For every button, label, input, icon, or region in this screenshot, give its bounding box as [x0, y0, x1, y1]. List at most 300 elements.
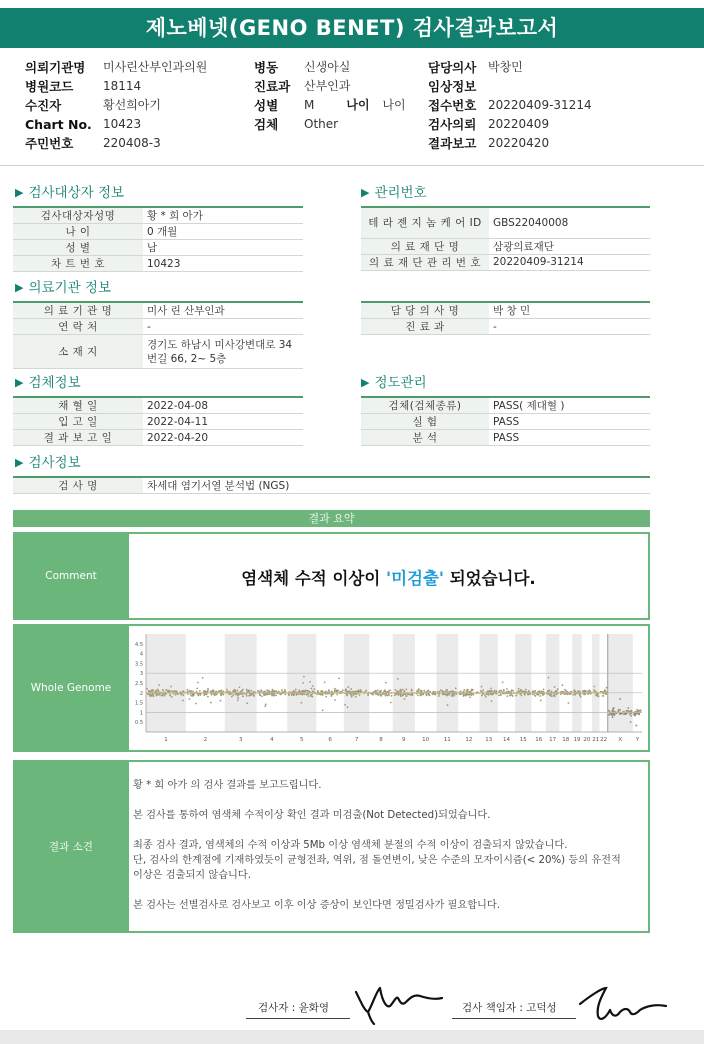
data-point	[232, 691, 234, 693]
header-key: 결과보고	[428, 136, 477, 151]
data-point	[196, 691, 198, 693]
data-point	[232, 694, 234, 696]
data-point	[377, 690, 379, 692]
comment-highlight: '미검출'	[386, 569, 444, 588]
data-point	[506, 688, 508, 690]
data-point	[207, 696, 209, 698]
data-point	[463, 689, 465, 691]
header-value: 황선희아기	[103, 98, 161, 112]
data-point	[182, 700, 184, 702]
data-point	[222, 694, 224, 696]
chromosome-band	[287, 634, 316, 732]
data-point	[540, 700, 542, 702]
data-point	[570, 691, 572, 693]
data-point	[248, 695, 250, 697]
data-point	[231, 696, 233, 698]
x-tick-label: 15	[519, 737, 527, 743]
header-value: 신생아실	[304, 60, 351, 74]
data-point	[220, 700, 222, 702]
data-point	[223, 691, 225, 693]
data-point	[258, 690, 260, 692]
data-point	[171, 696, 173, 698]
header-row	[428, 77, 592, 96]
data-point	[614, 714, 616, 716]
test-info-table	[13, 476, 650, 494]
header-key: 의뢰기관명	[25, 60, 86, 75]
data-point	[375, 690, 377, 692]
chromosome-band	[546, 634, 559, 732]
data-point	[324, 681, 326, 683]
x-tick-label: X	[618, 737, 623, 743]
data-point	[146, 688, 148, 690]
y-tick-label: 2	[139, 690, 143, 697]
data-point	[579, 694, 581, 696]
header-col-1	[25, 58, 207, 153]
row-value: PASS	[489, 414, 650, 430]
whole-genome-label: Whole Genome	[30, 682, 112, 694]
data-point	[427, 689, 429, 691]
data-point	[391, 695, 393, 697]
data-point	[291, 694, 293, 696]
chromosome-band	[572, 634, 581, 732]
header-key: 병동	[254, 60, 279, 75]
data-point	[390, 702, 392, 704]
data-point	[594, 686, 596, 688]
table-row	[13, 335, 303, 369]
data-point	[199, 690, 201, 692]
x-tick-label: 16	[535, 737, 543, 743]
subject-info-table	[13, 206, 303, 272]
header-key-age: 나이	[346, 98, 370, 112]
data-point	[397, 678, 399, 680]
data-point	[472, 689, 474, 691]
data-point	[181, 694, 183, 696]
data-point	[176, 690, 178, 692]
row-value: 황 * 희 아가	[143, 207, 303, 224]
data-point	[485, 696, 487, 698]
y-tick-label: 2.5	[135, 681, 143, 687]
table-row	[361, 414, 650, 430]
data-point	[355, 691, 357, 693]
data-point	[484, 694, 486, 696]
y-tick-label: 0.5	[135, 720, 143, 727]
header-value: Other	[304, 117, 339, 131]
data-point	[417, 695, 419, 697]
data-point	[618, 710, 620, 712]
row-value: 남	[143, 240, 303, 256]
x-tick-label: 6	[328, 737, 332, 743]
data-point	[426, 694, 428, 696]
data-point	[608, 714, 610, 716]
examiner-signature	[350, 980, 450, 1026]
data-point	[495, 690, 497, 692]
data-point	[261, 690, 263, 692]
data-point	[402, 689, 404, 691]
address-line-2: 번길 66, 2~ 5층	[147, 352, 227, 365]
data-point	[152, 694, 154, 696]
chromosome-band	[146, 634, 186, 732]
data-point	[595, 694, 597, 696]
data-point	[399, 689, 401, 691]
data-point	[173, 690, 175, 692]
section-title-text: 관리번호	[374, 185, 427, 201]
data-point	[163, 695, 165, 697]
row-label: 결 과 보 고 일	[13, 430, 143, 446]
data-point	[560, 693, 562, 695]
data-point	[310, 694, 312, 696]
data-point	[158, 684, 160, 686]
data-point	[249, 690, 251, 692]
header-row	[25, 96, 207, 115]
data-point	[500, 690, 502, 692]
x-tick-label: 13	[485, 737, 493, 743]
data-point	[157, 689, 159, 691]
data-point	[151, 690, 153, 692]
section-title-qc	[361, 374, 427, 392]
row-value: -	[143, 319, 303, 335]
data-point	[462, 693, 464, 695]
finding-line: 최종 검사 결과, 염색체의 수적 이상과 5Mb 이상 염색체 분절의 수적 이상이 검출되지 않았습니다.	[133, 840, 568, 851]
data-point	[351, 696, 353, 698]
row-value: 삼광의료재단	[489, 238, 650, 254]
data-point	[524, 694, 526, 696]
data-point	[284, 694, 286, 696]
data-point	[195, 703, 197, 705]
data-point	[313, 688, 315, 690]
data-point	[521, 695, 523, 697]
row-value: GBS22040008	[489, 207, 650, 238]
chromosome-band	[592, 634, 600, 732]
data-point	[322, 694, 324, 696]
table-row	[361, 254, 650, 270]
data-point	[606, 687, 608, 689]
address-line-1: 경기도 하남시 미사강변대로 34	[147, 338, 293, 351]
data-point	[535, 695, 537, 697]
data-point	[192, 695, 194, 697]
data-point	[630, 715, 632, 717]
table-row	[361, 397, 650, 414]
data-point	[336, 694, 338, 696]
data-point	[500, 694, 502, 696]
data-point	[213, 690, 215, 692]
data-point	[400, 695, 402, 697]
data-point	[534, 690, 536, 692]
data-point	[246, 690, 248, 692]
data-point	[344, 704, 346, 706]
x-tick-label: 3	[238, 737, 243, 743]
data-point	[148, 690, 150, 692]
data-point	[597, 695, 599, 697]
row-value: 20220409-31214	[489, 254, 650, 270]
data-point	[218, 690, 220, 692]
table-row	[13, 319, 303, 335]
header-col-2	[254, 58, 406, 134]
data-point	[573, 694, 575, 696]
table-row	[361, 207, 650, 238]
data-point	[451, 695, 453, 697]
row-value: -	[489, 319, 650, 335]
data-point	[170, 686, 172, 688]
data-point	[203, 694, 205, 696]
data-point	[446, 689, 448, 691]
data-point	[207, 689, 209, 691]
data-point	[189, 698, 191, 700]
header-key: 검사의뢰	[428, 117, 477, 132]
header-row	[428, 134, 592, 153]
data-point	[239, 686, 241, 688]
data-point	[440, 689, 442, 691]
row-label: 분 석	[361, 430, 489, 446]
data-point	[472, 693, 474, 695]
row-label: 입 고 일	[13, 414, 143, 430]
responsible-label: 검사 책임자 : 고덕성	[462, 1002, 557, 1014]
data-point	[528, 690, 530, 692]
data-point	[447, 704, 449, 706]
row-label: 채 혈 일	[13, 397, 143, 414]
table-row	[13, 397, 303, 414]
header-row	[25, 77, 207, 96]
data-point	[266, 689, 268, 691]
x-tick-label: 12	[465, 737, 473, 743]
data-point	[281, 689, 283, 691]
data-point	[463, 695, 465, 697]
data-point	[395, 689, 397, 691]
data-point	[350, 693, 352, 695]
row-value: 2022-04-11	[143, 414, 303, 430]
data-point	[273, 693, 275, 695]
data-point	[251, 693, 253, 695]
data-point	[550, 690, 552, 692]
data-point	[499, 690, 501, 692]
x-tick-label: 20	[583, 737, 591, 743]
data-point	[303, 693, 305, 695]
triangle-bullet-icon: ▶	[361, 186, 370, 199]
data-point	[524, 690, 526, 692]
data-point	[162, 689, 164, 691]
data-point	[168, 690, 170, 692]
chromosome-band	[515, 634, 531, 732]
chromosome-band	[393, 634, 415, 732]
data-point	[147, 693, 149, 695]
row-label: 담 당 의 사 명	[361, 302, 489, 319]
data-point	[562, 684, 564, 686]
row-value: 차세대 염기서열 분석법 (NGS)	[143, 477, 650, 494]
x-tick-label: 5	[300, 737, 304, 743]
data-point	[612, 710, 614, 712]
whole-genome-block	[13, 624, 650, 752]
data-point	[300, 702, 302, 704]
data-point	[466, 689, 468, 691]
header-value: 산부인과	[304, 79, 351, 93]
header-value: 20220409-31214	[488, 98, 592, 112]
chromosome-band	[225, 634, 257, 732]
data-point	[322, 709, 324, 711]
data-point	[470, 691, 472, 693]
data-point	[278, 691, 280, 693]
data-point	[360, 689, 362, 691]
header-row	[254, 96, 406, 115]
header-value: 220408-3	[103, 136, 161, 150]
data-point	[359, 694, 361, 696]
header-key: Chart No.	[25, 117, 92, 132]
data-point	[334, 688, 336, 690]
chromosome-band	[608, 634, 633, 732]
data-point	[503, 689, 505, 691]
data-point	[466, 694, 468, 696]
y-tick-label: 1	[139, 710, 143, 717]
data-point	[627, 710, 629, 712]
data-point	[579, 691, 581, 693]
data-point	[532, 693, 534, 695]
data-point	[235, 690, 237, 692]
row-label: 소 재 지	[13, 335, 143, 369]
row-label: 검사대상자성명	[13, 207, 143, 224]
data-point	[236, 689, 238, 691]
data-point	[384, 689, 386, 691]
data-point	[284, 690, 286, 692]
finding-line: 단, 검사의 한계점에 기재하였듯이 균형전좌, 역위, 점 돌연변이, 낮은 수준의 모자이시즘(< 20%) 등의 유전적	[133, 855, 621, 866]
y-tick-label: 1.5	[135, 700, 143, 707]
data-point	[300, 693, 302, 695]
data-point	[502, 681, 504, 683]
row-label: 검 사 명	[13, 477, 143, 494]
row-value: 0 개월	[143, 224, 303, 240]
row-value	[143, 335, 303, 369]
section-title-text: 검사대상자 정보	[28, 185, 125, 201]
data-point	[149, 694, 151, 696]
row-label: 진 료 과	[361, 319, 489, 335]
data-point	[460, 690, 462, 692]
data-point	[365, 690, 367, 692]
header-key: 검체	[254, 117, 279, 132]
data-point	[347, 686, 349, 688]
data-point	[215, 694, 217, 696]
row-value: PASS( 제대혈 )	[489, 397, 650, 414]
row-label: 나 이	[13, 224, 143, 240]
data-point	[310, 688, 312, 690]
data-point	[197, 682, 199, 684]
header-key: 담당의사	[428, 60, 477, 75]
data-point	[389, 689, 391, 691]
data-point	[635, 725, 637, 727]
finding-line: 황 * 희 아가 의 검사 결과를 보고드립니다.	[133, 780, 322, 791]
data-point	[543, 693, 545, 695]
chromosome-band	[344, 634, 370, 732]
header-key: 진료과	[254, 79, 291, 94]
data-point	[309, 681, 311, 683]
comment-text-post: 되었습니다.	[443, 569, 536, 588]
data-point	[238, 694, 240, 696]
data-point	[494, 690, 496, 692]
header-value-age: 나이	[382, 98, 406, 112]
header-value: 미사린산부인과의원	[103, 60, 208, 74]
comment-content	[129, 534, 648, 618]
table-row	[13, 256, 303, 272]
chromosome-band	[480, 634, 498, 732]
data-point	[619, 698, 621, 700]
header-value: 18114	[103, 79, 142, 93]
data-point	[175, 694, 177, 696]
header-row	[428, 96, 592, 115]
x-tick-label: 19	[573, 737, 581, 743]
table-row	[13, 224, 303, 240]
data-point	[405, 688, 407, 690]
data-point	[334, 699, 336, 701]
data-point	[331, 695, 333, 697]
triangle-bullet-icon: ▶	[15, 376, 24, 389]
data-point	[397, 691, 399, 693]
data-point	[627, 707, 629, 709]
qc-info-table	[361, 396, 650, 446]
data-point	[171, 690, 173, 692]
data-point	[350, 688, 352, 690]
x-tick-label: 7	[354, 737, 359, 743]
x-tick-label: 9	[402, 737, 406, 743]
data-point	[210, 702, 212, 704]
data-point	[246, 695, 248, 697]
header-value: 박창민	[488, 60, 523, 74]
data-point	[160, 695, 162, 697]
data-point	[272, 689, 274, 691]
data-point	[518, 688, 520, 690]
data-point	[190, 695, 192, 697]
table-row	[13, 240, 303, 256]
x-tick-label: 11	[443, 737, 451, 743]
section-title-text: 검체정보	[28, 375, 81, 391]
data-point	[411, 693, 413, 695]
table-row	[13, 207, 303, 224]
management-info-table	[361, 206, 650, 271]
data-point	[312, 685, 314, 687]
table-row	[361, 302, 650, 319]
data-point	[265, 703, 267, 705]
data-point	[342, 689, 344, 691]
header-row	[25, 58, 207, 77]
data-point	[275, 694, 277, 696]
data-point	[226, 689, 228, 691]
table-row	[13, 430, 303, 446]
data-point	[613, 707, 615, 709]
data-point	[539, 695, 541, 697]
data-point	[328, 689, 330, 691]
data-point	[242, 695, 244, 697]
data-point	[482, 689, 484, 691]
specimen-info-table	[13, 396, 303, 446]
data-point	[471, 694, 473, 696]
triangle-bullet-icon: ▶	[15, 456, 24, 469]
data-point	[165, 689, 167, 691]
finding-line: 이상은 검출되지 않습니다.	[133, 870, 251, 881]
data-point	[402, 694, 404, 696]
row-label: 테 라 젠 지 놈 케 어 ID	[361, 207, 489, 238]
data-point	[612, 716, 614, 718]
data-point	[406, 695, 408, 697]
row-label: 차 트 번 호	[13, 256, 143, 272]
data-point	[510, 691, 512, 693]
data-point	[259, 694, 261, 696]
data-point	[564, 689, 566, 691]
data-point	[196, 687, 198, 689]
section-title-subject	[15, 184, 124, 202]
data-point	[192, 691, 194, 693]
data-point	[275, 690, 277, 692]
data-point	[506, 695, 508, 697]
row-value: 박 창 민	[489, 302, 650, 319]
data-point	[409, 693, 411, 695]
data-point	[419, 690, 421, 692]
comment-block	[13, 532, 650, 620]
header-value: M	[304, 98, 315, 112]
